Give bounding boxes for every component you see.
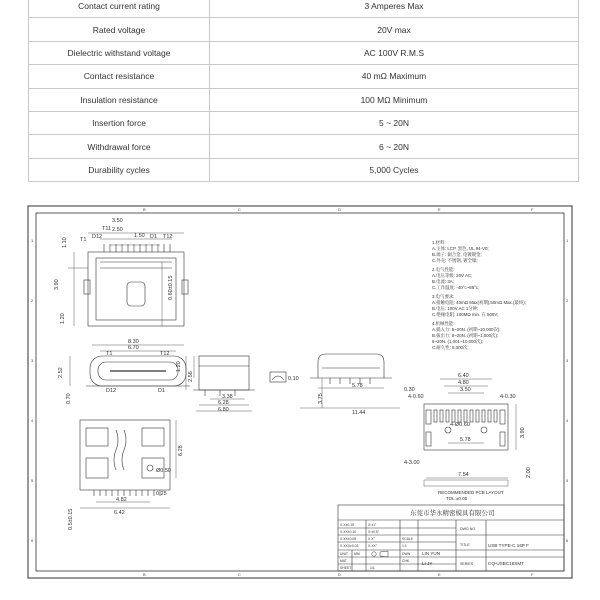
tol-row: X:±1° [368, 523, 377, 527]
dim-label: 5.78 [460, 437, 471, 443]
dim-label: 3.75 [318, 393, 324, 404]
dim-label: 4-3.00 [404, 460, 420, 466]
side-view-dims [218, 376, 299, 413]
spec-name: Withdrawal force [29, 135, 210, 158]
spec-name: Insertion force [29, 111, 210, 134]
top-view-inner [96, 258, 176, 320]
dim-label: 4.82 [116, 497, 127, 503]
dim-label: 11.44 [352, 410, 366, 416]
dim-label: 6.40 [458, 373, 469, 379]
frame-number: 4 [566, 418, 569, 423]
series-label: SERIES [460, 562, 474, 566]
pin-label: D1 [158, 388, 166, 394]
projection-symbol-icon [372, 552, 376, 556]
dim-label: 3.90 [54, 279, 60, 290]
dim-label: 0.60±0.15 [168, 275, 174, 300]
sheet-label: SHEET [340, 566, 352, 570]
projection-symbol-cone-icon [380, 551, 388, 557]
dim-label: 8.30 [128, 339, 139, 345]
unit-label: UNIT [340, 552, 348, 556]
tol-row: X.XXX±0.03 [340, 544, 359, 548]
frame-number: 6 [566, 538, 569, 543]
note-line: 3.电气要求: [432, 294, 455, 299]
sheet-value: 1/1 [370, 566, 375, 570]
spec-value: 6 ~ 20N [210, 135, 579, 158]
drawing-notes [432, 239, 526, 351]
note-line: A.接触电阻: 40mΩ Max(初期),50mΩ Max.(最终); [432, 300, 526, 305]
mat-label: MAT [340, 559, 347, 563]
note-line: A.主体: LCP, 黑色, UL 94-V0; [432, 246, 489, 251]
frame-letter: C [238, 207, 241, 212]
unit-value: MM [354, 552, 360, 556]
dim-label: 7.54 [458, 472, 469, 478]
dim-label: 6.70 [128, 345, 139, 351]
dim-label: 3.38 [222, 394, 233, 400]
bottom-view-body [80, 420, 170, 490]
dim-label: 1.20 [176, 361, 182, 372]
frame-number: 2 [566, 298, 569, 303]
frame-number: 3 [31, 358, 34, 363]
dim-label: Ø0.50 [156, 468, 171, 474]
profile-view [300, 354, 400, 408]
spec-value: 100 MΩ Minimum [210, 88, 579, 111]
tol-row: X.X° [368, 537, 375, 541]
note-line: C.耐久性: 5,000次; [432, 345, 469, 350]
side-view [193, 356, 286, 411]
note-line: A.电压等级: 20V AC; [432, 273, 473, 278]
top-view-slot [127, 282, 145, 306]
bottom-view-dims [68, 445, 184, 530]
dim-label: 2.56 [188, 371, 194, 382]
pin-label: D12 [106, 388, 117, 394]
series-value: CQ-USBC16SMT [488, 561, 524, 566]
pin-label: T1 [106, 351, 113, 357]
frame-letter: D [338, 572, 341, 577]
frame-number: 4 [31, 418, 34, 423]
spec-value: 5 ~ 20N [210, 111, 579, 134]
pcb-layout-label: RECOMMENDED PCB LAYOUT [438, 490, 504, 495]
dim-label: 4-0.30 [500, 394, 516, 400]
frame-number: 5 [566, 478, 569, 483]
title-label: TITLE [460, 543, 470, 547]
dim-label: 4-0.60 [408, 394, 424, 400]
dim-label: 3.50 [460, 387, 471, 393]
company-name: 东莞市华永精密模具有限公司 [410, 510, 495, 517]
dim-label: 1.20 [60, 313, 66, 324]
pcb-layout-dims [404, 373, 532, 501]
pcb-layout-sub: TOL:±0.05 [446, 496, 468, 501]
dim-label: 3.50 [112, 218, 123, 224]
chk-value: LI JY [422, 561, 433, 566]
spec-value: AC 100V R.M.S [210, 41, 579, 64]
pin-label: D12 [92, 234, 103, 240]
frame-letter: C [238, 572, 241, 577]
spec-name: Contact current rating [29, 0, 210, 18]
title-block [338, 505, 564, 571]
dim-label: 1.50 [134, 233, 145, 239]
note-line: 6~20N. (1,001~10,000次); [432, 339, 484, 344]
spec-value: 5,000 Cycles [210, 158, 579, 181]
frame-letter: F [531, 572, 534, 577]
pin-label: T12 [160, 351, 170, 357]
frame-letter: B [143, 207, 146, 212]
pin-label: T12 [163, 234, 173, 240]
pin-label: T11 [102, 226, 112, 232]
dim-label: 4-Ø0.60 [450, 422, 470, 428]
dim-label: 6.28 [178, 445, 184, 456]
spec-value: 40 mΩ Maximum [210, 65, 579, 88]
dim-label: 6.80 [218, 407, 229, 413]
note-line: B.端子: 铜合金, 电镀镀金; [432, 252, 482, 257]
bottom-view-pins [94, 490, 160, 496]
frame-letter: B [143, 572, 146, 577]
note-line: C.绝缘电阻: 100MΩ min. 在 500V; [432, 312, 499, 317]
dim-label: 4.80 [458, 380, 469, 386]
dwn-value: LIN YUN [422, 551, 441, 556]
pin-label: T1 [80, 237, 87, 243]
dim-label: 0.70 [66, 393, 72, 404]
title-value: USB TYPE-C 16P F [488, 543, 529, 548]
note-line: C.外壳: 不锈钢, 镀全镍; [432, 258, 478, 263]
note-line: B.拔出力: 8~20N. (初期~1,000次); [432, 333, 499, 338]
frame-letter: E [438, 572, 441, 577]
dwn-label: DWN [402, 552, 411, 556]
dim-label: 2.00 [526, 467, 532, 478]
dwg-label: DWG NO. [460, 527, 477, 531]
note-line: C.工作温度: -40°c~85°c; [432, 285, 480, 290]
frame-number: 1 [566, 238, 569, 243]
spec-name: Durability cycles [29, 158, 210, 181]
frame-letter: E [438, 207, 441, 212]
dim-label: 2.52 [58, 367, 64, 378]
frame-number: 1 [31, 238, 34, 243]
frame-number: 5 [31, 478, 34, 483]
tol-row: X.XX±0.10 [340, 530, 357, 534]
frame-number: 6 [31, 538, 34, 543]
spec-value: 3 Amperes Max [210, 0, 579, 18]
dim-label: 6.28 [218, 400, 229, 406]
note-line: 2.电气性能: [432, 267, 455, 272]
dim-label: 0.25 [156, 491, 167, 497]
note-line: A.插入力: 5~20N. (初期~10,000次); [432, 327, 501, 332]
note-line: 4.机械性能: [432, 321, 455, 326]
dim-label: 5.78 [352, 383, 363, 389]
tol-row: X:±0.5° [368, 530, 380, 534]
dim-label: 0.5±0.15 [68, 508, 74, 530]
spec-name: Contact resistance [29, 65, 210, 88]
chk-label: CHK [402, 559, 410, 563]
dim-label: 1.10 [62, 237, 68, 248]
profile-view-shell [318, 354, 384, 378]
frame-number: 2 [31, 298, 34, 303]
frame-letter: F [531, 207, 534, 212]
note-line: 1.材料: [432, 240, 446, 245]
dim-label: 6.42 [114, 510, 125, 516]
spec-name: Insulation resistance [29, 88, 210, 111]
spec-name: Rated voltage [29, 18, 210, 41]
top-view-dims [54, 218, 174, 324]
scale-value: 1:1 [402, 544, 407, 548]
note-line: B.电流: 3A; [432, 279, 454, 284]
frame-number: 3 [566, 358, 569, 363]
spec-value: 20V max [210, 18, 579, 41]
frame-letter: D [338, 207, 341, 212]
dim-label: 3.90 [520, 427, 526, 438]
tol-row: X.XX±0.05 [340, 537, 357, 541]
pin-label: D1 [150, 234, 158, 240]
tol-row: X.X±0.15 [340, 523, 354, 527]
scale-label: SCALE [402, 537, 414, 541]
dim-label: 0.10 [288, 376, 299, 382]
dim-label: 0.30 [404, 387, 415, 393]
dim-label: 2.50 [112, 227, 123, 233]
side-view-body [199, 356, 249, 390]
spec-name: Dielectric withstand voltage [29, 41, 210, 64]
note-line: B.电压: 100V AC 1分钟; [432, 306, 479, 311]
tol-row: X.XX° [368, 544, 378, 548]
